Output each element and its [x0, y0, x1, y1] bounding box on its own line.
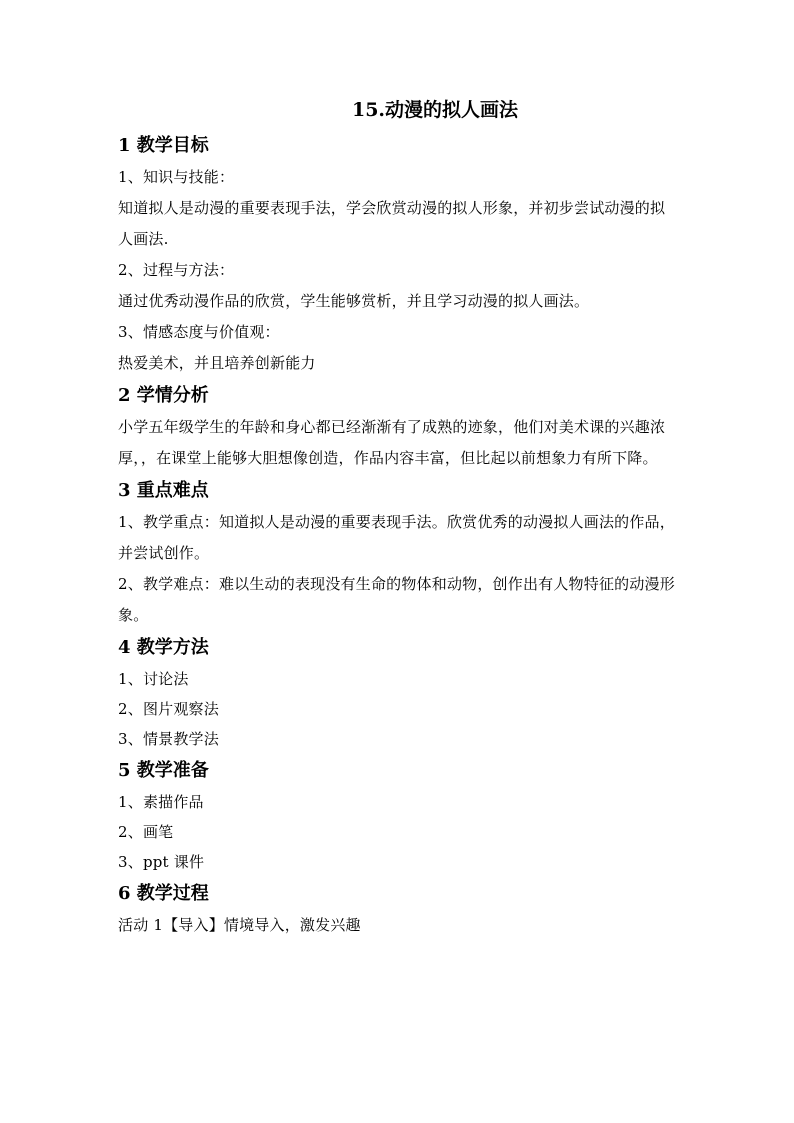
document-title: 15.动漫的拟人画法 [351, 99, 519, 121]
paragraph: 2、图片观察法 [118, 700, 219, 718]
paragraph: 3、情景教学法 [118, 730, 219, 748]
paragraph: 热爱美术，并且培养创新能力 [118, 354, 316, 372]
section-key-points [118, 474, 678, 631]
section-teaching-methods [118, 631, 678, 754]
paragraph: 2、画笔 [118, 823, 174, 841]
section-teaching-process [118, 877, 678, 941]
document-page [118, 93, 678, 941]
paragraph: 1、素描作品 [118, 793, 204, 811]
section-heading: 4 教学方法 [118, 637, 209, 658]
paragraph: 知道拟人是动漫的重要表现手法，学会欣赏动漫的拟人形象，并初步尝试动漫的拟人画法. [118, 199, 666, 248]
paragraph: 小学五年级学生的年龄和身心都已经渐渐有了成熟的迹象，他们对美术课的兴趣浓厚，，在课堂上能够大胆想像创造，作品内容丰富，但比起以前想象力有所下降。 [118, 418, 666, 467]
section-heading: 3 重点难点 [118, 480, 209, 501]
paragraph: 1、知识与技能： [118, 168, 235, 186]
paragraph: 1、讨论法 [118, 670, 189, 688]
paragraph: 3、情感态度与价值观： [118, 323, 280, 341]
paragraph: 通过优秀动漫作品的欣赏，学生能够赏析，并且学习动漫的拟人画法。 [118, 292, 590, 310]
section-heading: 1 教学目标 [118, 135, 209, 156]
section-heading: 6 教学过程 [118, 883, 209, 904]
paragraph: 2、教学难点：难以生动的表现没有生命的物体和动物，创作出有人物特征的动漫形象。 [118, 575, 675, 624]
section-learner-analysis [118, 379, 678, 474]
section-teaching-preparation [118, 754, 678, 877]
section-heading: 5 教学准备 [118, 760, 209, 781]
section-teaching-goals [118, 129, 678, 379]
paragraph: 活动 1【导入】情境导入，激发兴趣 [118, 916, 361, 934]
section-heading: 2 学情分析 [118, 385, 209, 406]
paragraph: 3、ppt 课件 [118, 853, 205, 871]
paragraph: 1、教学重点：知道拟人是动漫的重要表现手法。欣赏优秀的动漫拟人画法的作品，并尝试创作。 [118, 513, 675, 562]
paragraph: 2、过程与方法： [118, 261, 235, 279]
